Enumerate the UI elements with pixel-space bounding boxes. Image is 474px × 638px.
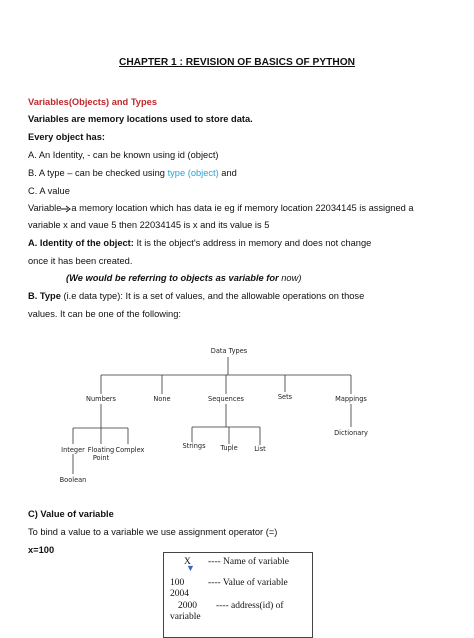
diagram-node-dictionary: Dictionary (334, 429, 368, 437)
diagram-node-boolean: Boolean (59, 476, 87, 484)
box-address: 2000 (178, 601, 197, 611)
diagram-connectors (73, 357, 351, 474)
diagram-node-integer: Integer (61, 446, 85, 454)
code-span: type (object) (167, 168, 219, 178)
diagram-node-numbers: Numbers (86, 395, 116, 403)
box-variable-name: X (184, 557, 191, 567)
diagram-node-sets: Sets (277, 393, 293, 401)
bold-span: A. Identity of the object: (28, 238, 134, 248)
text-line: Variables are memory locations used to store data. (28, 114, 253, 124)
diagram-node-root: Data Types (210, 347, 248, 355)
arrow-icon (61, 205, 71, 213)
box-value: 100 (170, 578, 185, 588)
arrow-down-icon: ▼ (186, 563, 195, 573)
section-heading-value: C) Value of variable (28, 509, 114, 519)
text-line (66, 272, 301, 284)
text-line: values. It can be one of the following: (28, 309, 181, 319)
bold-span: B. Type (28, 291, 61, 301)
diagram-node-tuple: Tuple (220, 444, 238, 452)
diagram-node-point: Point (92, 454, 110, 462)
box-number: 2004 (170, 589, 189, 599)
box-label-address: ---- address(id) of (216, 601, 284, 611)
text-span: now) (281, 273, 302, 283)
variable-diagram-box (163, 552, 313, 638)
code-line: x=100 (28, 545, 55, 555)
box-label-value: ---- Value of variable (208, 578, 288, 588)
text-line: A. An Identity, - can be known using id (object) (28, 150, 219, 160)
text-span: B. A type – can be checked using (28, 168, 168, 178)
box-variable-word: variable (170, 612, 201, 622)
text-line (28, 167, 237, 179)
diagram-node-mappings: Mappings (335, 395, 367, 403)
bold-span: (We would be referring to objects as variable for (66, 273, 282, 283)
text-line: To bind a value to a variable we use assignment operator (=) (28, 527, 278, 537)
diagram-node-sequences: Sequences (208, 395, 244, 403)
text-span: (i.e data type): It is a set of values, and the allowable operations on those (60, 291, 365, 301)
text-line: Every object has: (28, 132, 105, 142)
diagram-node-complex: Complex (115, 446, 145, 454)
diagram-node-strings: Strings (182, 442, 206, 450)
diagram-node-list: List (254, 445, 266, 453)
chapter-title: CHAPTER 1 : REVISION OF BASICS OF PYTHON (118, 57, 356, 68)
text-span: and (218, 168, 237, 178)
text-line (28, 202, 414, 214)
text-line (28, 290, 364, 302)
diagram-node-floating: Floating (87, 446, 115, 454)
text-span: a memory location which has data ie eg if memory location 22034145 is assigned a (71, 203, 414, 213)
data-types-diagram (0, 338, 474, 498)
text-span: Variable (28, 203, 62, 213)
section-heading-variables: Variables(Objects) and Types (28, 97, 157, 107)
box-label-name: ---- Name of variable (208, 557, 289, 567)
text-line (28, 237, 371, 249)
text-line: C. A value (28, 186, 70, 196)
text-line: once it has been created. (28, 256, 133, 266)
text-span: It is the object's address in memory and does not change (133, 238, 372, 248)
text-line: variable x and vaue 5 then 22034145 is x and its value is 5 (28, 220, 270, 230)
diagram-node-none: None (153, 395, 171, 403)
